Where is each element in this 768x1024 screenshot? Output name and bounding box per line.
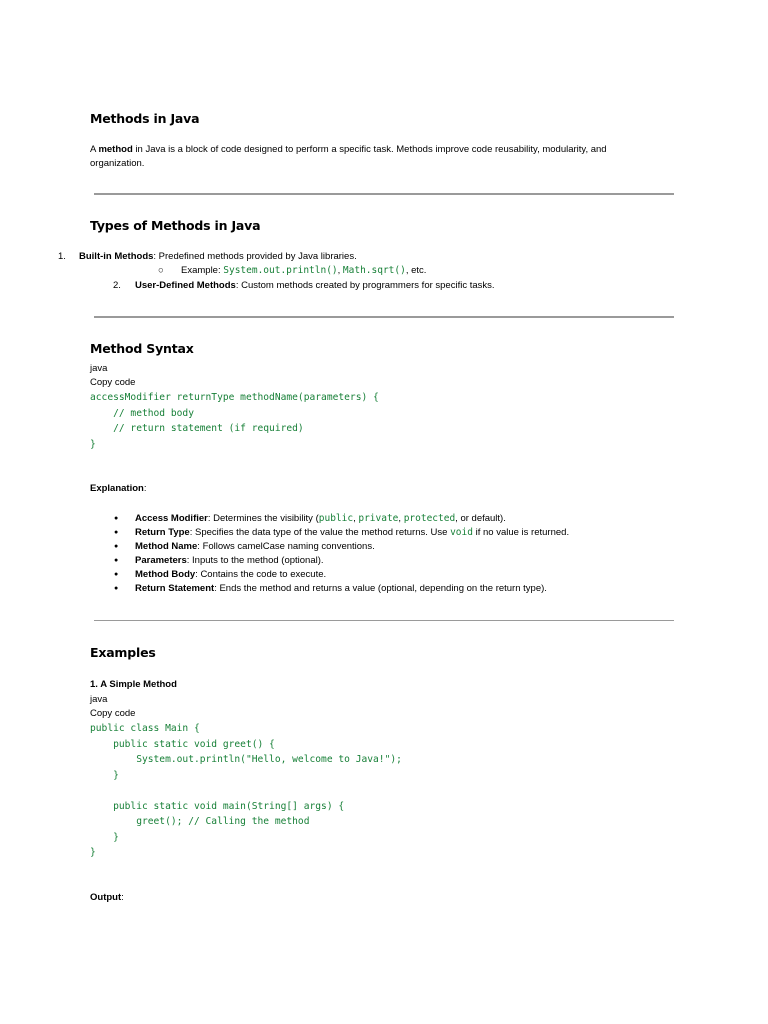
explanation-heading [90,482,146,496]
explanation-item-term: Return Type [135,527,190,539]
types-item-bold: User-Defined Methods [135,280,236,291]
explanation-item [114,582,714,596]
page-title: Methods in Java [90,111,200,126]
explanation-item [114,568,714,582]
explanation-list [114,512,714,597]
types-item-bold: Built-in Methods [79,251,154,262]
divider [94,620,674,621]
example-subtitle: 1. A Simple Method [90,679,177,690]
inline-code: public [318,513,354,524]
code-language-label: java [90,363,108,374]
section-title-examples: Examples [90,645,156,660]
inline-code: protected [403,513,456,524]
explanation-item-text: : Ends the method and returns a value (optional, depending on the return type). [214,583,547,595]
output-heading [90,891,124,905]
explanation-item-text: if no value is returned. [472,527,570,539]
intro-text-post: in Java is a block of code designed to perform a specific task. Methods improve code reusability, modularity, and organization. [90,144,607,169]
intro-text-bold: method [98,144,133,155]
explanation-label: Explanation [90,483,144,494]
section-title-syntax: Method Syntax [90,341,194,356]
explanation-item-term: Access Modifier [135,513,208,524]
explanation-item-term: Return Statement [135,583,215,595]
code-block: accessModifier returnType methodName(parameters) { // method body // return statement (if required) } [90,392,379,450]
explanation-item-term: Method Name [135,541,198,553]
explanation-item-sep: , [398,513,404,524]
code-language-label: java [90,694,108,705]
divider [94,193,674,195]
explanation-item-text: : Specifies the data type of the value the method returns. Use [189,527,451,539]
code-block: public class Main { public static void greet() { System.out.println("Hello, welcome to Java!"); } public static void main(String[] args) { greet(); // Calling the method } } [90,723,402,858]
output-label: Output [90,892,122,903]
types-item-builtin [79,250,357,264]
intro-text-pre: A [90,144,99,155]
inline-code: System.out.println() [223,265,338,276]
output-colon: : [121,892,124,903]
types-sub-example [181,264,426,278]
explanation-item-text: : Determines the visibility ( [207,513,319,524]
sub-bullet: ○ [158,265,164,276]
inline-code: private [358,513,399,524]
inline-code: Math.sqrt() [342,265,406,276]
section-title-types: Types of Methods in Java [90,218,261,233]
intro-paragraph [90,143,650,171]
explanation-item-text: : Inputs to the method (optional). [186,555,324,567]
explanation-item [114,554,714,568]
list-number: 2. [113,280,121,291]
types-item-userdefined [135,279,495,293]
sub-example-pre: Example: [181,265,224,276]
list-number: 1. [58,251,66,262]
types-item-text: : Custom methods created by programmers for specific tasks. [235,280,495,291]
explanation-item [114,526,714,540]
copy-code-button[interactable]: Copy code [90,708,136,719]
sub-example-post: , etc. [405,265,427,276]
inline-code: void [450,527,473,539]
explanation-item-term: Parameters [135,555,187,567]
explanation-item-text: : Contains the code to execute. [195,569,327,581]
explanation-item-text: : Follows camelCase naming conventions. [197,541,375,553]
explanation-colon: : [143,483,147,494]
explanation-item [114,540,714,554]
sub-example-sep: , [337,265,343,276]
explanation-item [114,512,714,526]
types-item-text: : Predefined methods provided by Java libraries. [153,251,357,262]
copy-code-button[interactable]: Copy code [90,377,136,388]
divider [94,316,674,318]
explanation-item-text: , or default). [455,513,506,524]
explanation-item-term: Method Body [135,569,196,581]
explanation-item-sep: , [353,513,359,524]
